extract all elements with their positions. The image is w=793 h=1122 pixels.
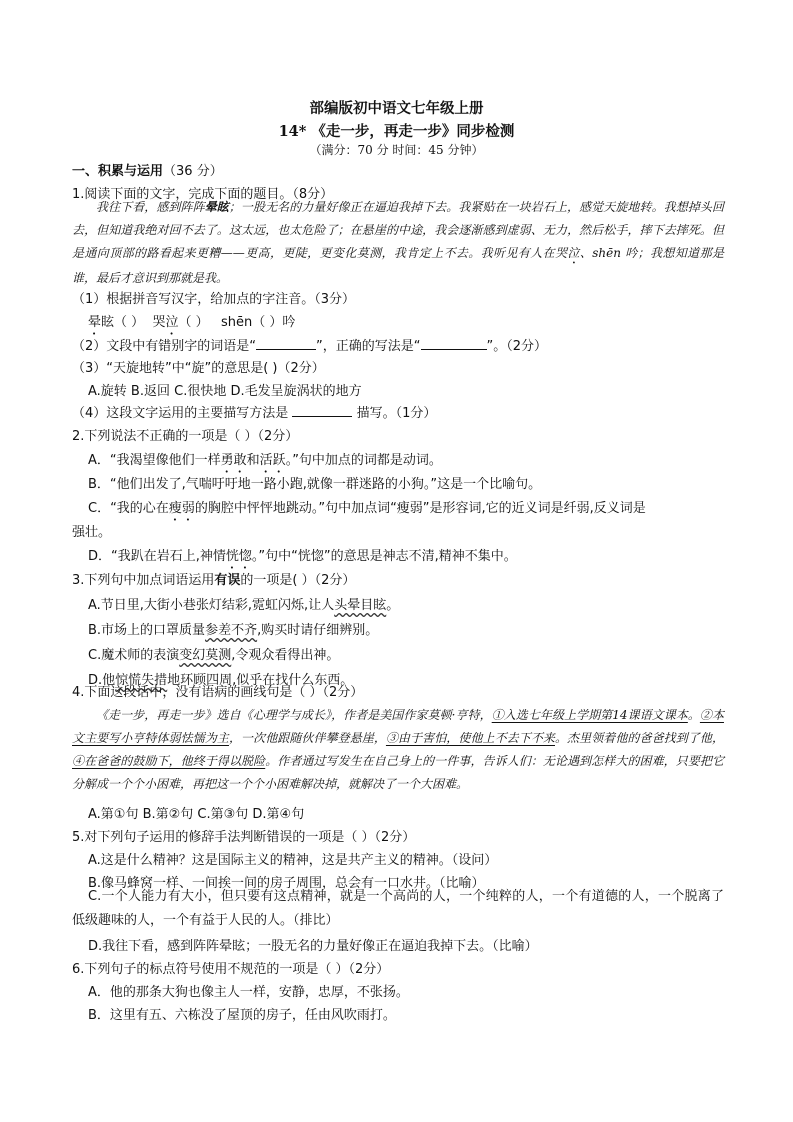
dotted-char: 泣 bbox=[165, 315, 179, 330]
option-text: 。 bbox=[386, 598, 400, 613]
q1-passage-part: 、shēn 吟；我想知道那是谁，最后才意识到那就是我。 bbox=[72, 246, 724, 285]
wavy-word: 变幻莫测 bbox=[179, 648, 232, 663]
wavy-word: 头晕目眩 bbox=[334, 598, 387, 613]
option-text: C.魔术师的表演 bbox=[88, 648, 180, 663]
q1-sub1-word1 bbox=[88, 315, 114, 330]
doc-meta: （满分：70 分 时间：45 分钟） bbox=[309, 143, 484, 157]
q3-stem-bold: 有误 bbox=[214, 573, 241, 588]
q1-sub4-text: 描写。（1分） bbox=[356, 406, 437, 421]
q1-sub2-text: （2）文段中有错别字的词语是“ bbox=[72, 339, 257, 354]
q6-option-a[interactable]: A．他的那条大狗也像主人一样，安静，忠厚，不张扬。 bbox=[88, 985, 409, 1000]
q3-stem-text: 的一项是( ）（2分） bbox=[240, 573, 356, 588]
q1-sub3-options[interactable]: A.旋转 B.返回 C.很快地 D.毛发呈旋涡状的地方 bbox=[88, 384, 362, 399]
doc-subtitle: 14* 《走一步，再走一步》同步检测 bbox=[278, 123, 515, 140]
underlined-sentence-4[interactable]: ④在爸爸的鼓励下，他终于得以脱险 bbox=[72, 754, 266, 768]
q3-stem bbox=[72, 569, 355, 588]
q2-option-c-cont: 强壮。 bbox=[72, 525, 112, 540]
option-text: B.市场上的口罩质量 bbox=[88, 623, 206, 638]
dotted-word: 活跃 bbox=[259, 453, 286, 468]
option-text: D.他 bbox=[88, 673, 116, 688]
option-text: 的胸腔中怦怦地跳动。”句中加点词“瘦弱”是形容词,它的近义词是纤弱,反义词是 bbox=[194, 501, 646, 516]
answer-blank[interactable]: （ ） bbox=[114, 315, 145, 330]
q3-option-b[interactable] bbox=[88, 619, 378, 638]
q3-option-c[interactable] bbox=[88, 644, 339, 663]
dotted-word: 恍惚 bbox=[225, 549, 252, 564]
q1-passage-bold: 晕眩 bbox=[204, 200, 229, 214]
dotted-char: 晕 bbox=[88, 315, 102, 330]
q4-options[interactable]: A.第①句 B.第②句 C.第③句 D.第④句 bbox=[88, 807, 305, 822]
q1-sub2-text: ”。（2分） bbox=[486, 339, 548, 354]
q5-stem: 5.对下列句子运用的修辞手法判断错误的一项是（ ）（2分） bbox=[72, 830, 416, 845]
option-text: 。”句中“恍惚”的意思是神志不清,精神不集中。 bbox=[251, 549, 517, 564]
q1-passage-part: 我往下看，感到阵阵 bbox=[96, 200, 205, 214]
option-text: ,购买时请仔细辨别。 bbox=[257, 623, 379, 638]
q1-sub2-text: ”，正确的写法是“ bbox=[316, 339, 421, 354]
q1-passage bbox=[72, 196, 724, 290]
answer-blank[interactable] bbox=[256, 337, 316, 350]
q2-stem: 2.下列说法不正确的一项是（ ）（2分） bbox=[72, 429, 299, 444]
q1-passage-part: ；一股无名的力量好像正在逼迫我掉下去。我紧贴在一块岩石上，感觉天旋地转。我想掉头回去，但知道我绝对回不去了。这太远，也太危险了；在悬崖的中途，我会逐渐感到虚弱、无力，然后松手，摔下去摔死。但是通向顶部的路看起来更糟——更高，更陡，更变化莫测，我肯定上不去。我听见有人在哭 bbox=[72, 200, 724, 260]
answer-blank[interactable] bbox=[292, 404, 352, 417]
doc-title: 部编版初中语文七年级上册 bbox=[309, 100, 484, 117]
plain-char: 哭 bbox=[152, 315, 166, 330]
q2-option-d[interactable] bbox=[88, 545, 517, 572]
q1-sub1-items bbox=[88, 311, 295, 338]
q6-option-b[interactable]: B．这里有五、六栋没了屋顶的房子，任由风吹雨打。 bbox=[88, 1008, 396, 1023]
q1-sub1-word3[interactable]: shēn（ ）吟 bbox=[221, 315, 296, 330]
underlined-sentence-1[interactable]: ①入选七年级上学期第14课语文课本 bbox=[491, 708, 688, 722]
passage-text: 。作者通过写发生在自己身上的一件事，告诉人们：无论遇到怎样大的困难，只要把它分解成一个个小困难，再把这一个个小困难解决掉，就解决了一个大困难。 bbox=[72, 754, 724, 791]
answer-blank[interactable] bbox=[421, 337, 487, 350]
q5-option-d[interactable]: D.我往下看，感到阵阵晕眩；一股无名的力量好像正在逼迫我掉下去。（比喻） bbox=[88, 939, 538, 954]
q1-sub3: （3）“天旋地转”中“旋”的意思是( )（2分） bbox=[72, 361, 325, 376]
q2-option-c[interactable] bbox=[88, 497, 646, 524]
section-score: （36 分） bbox=[163, 164, 223, 179]
passage-text: ，一次他跟随伙伴攀登悬崖， bbox=[228, 731, 386, 745]
option-text: 。”句中加点的词都是动词。 bbox=[285, 453, 442, 468]
q4-passage bbox=[72, 704, 724, 796]
q5-option-b[interactable]: B.像马蜂窝一样、一间挨一间的房子周围，总会有一口水井。（比喻） bbox=[88, 876, 485, 891]
underlined-sentence-2[interactable]: ②本文主要写小亨特体弱怯懦为主 bbox=[72, 708, 724, 745]
q1-sub1-word2 bbox=[152, 315, 178, 330]
wavy-word: 惊慌失措 bbox=[115, 673, 168, 688]
option-text: A.节日里,大街小巷张灯结彩,霓虹闪烁,让人 bbox=[88, 598, 335, 613]
answer-blank[interactable]: （ ） bbox=[178, 315, 209, 330]
q3-option-a[interactable] bbox=[88, 594, 399, 613]
option-text: 和 bbox=[246, 453, 260, 468]
q4-stem: 4.下面这段话中，没有语病的画线句是（ ）（2分） bbox=[72, 685, 364, 700]
option-text: ,令观众看得出神。 bbox=[231, 648, 340, 663]
option-text: A．“我渴望像他们一样 bbox=[88, 453, 221, 468]
q5-option-c[interactable]: C.一个人能力有大小，但只要有这点精神，就是一个高尚的人，一个纯粹的人，一个有道德的人，一个脱离了低级趣味的人，一个有益于人民的人。（排比） bbox=[72, 889, 724, 928]
section-heading bbox=[72, 160, 223, 179]
passage-text: 。杰里领着他的爸爸找到了他， bbox=[554, 731, 724, 745]
section-label: 一、积累与运用 bbox=[72, 164, 164, 179]
option-text: 地环顾四周,似乎在找什么东西。 bbox=[167, 673, 354, 688]
wavy-word: 参差不齐 bbox=[205, 623, 258, 638]
option-text: D．“我趴在岩石上,神情 bbox=[88, 549, 226, 564]
q1-sub4 bbox=[72, 402, 436, 421]
dotted-word: 勇敢 bbox=[220, 453, 247, 468]
passage-text: 。 bbox=[687, 708, 700, 722]
q2-option-b[interactable]: B．“他们出发了,气喘吁吁地一路小跑,就像一群迷路的小狗。”这是一个比喻句。 bbox=[88, 477, 542, 492]
dotted-word: 瘦弱 bbox=[168, 501, 195, 516]
option-text: C．“我的心在 bbox=[88, 501, 169, 516]
q1-sub1: （1）根据拼音写汉字，给加点的字注音。（3分） bbox=[72, 292, 356, 307]
q3-stem-text: 3.下列句中加点词语运用 bbox=[72, 573, 215, 588]
underlined-sentence-3[interactable]: ③由于害怕，使他上不去下不来 bbox=[385, 731, 555, 745]
q1-passage-dotted: 泣 bbox=[567, 246, 580, 260]
plain-char: 眩 bbox=[101, 315, 115, 330]
q2-option-a[interactable] bbox=[88, 449, 442, 476]
q1-sub2 bbox=[72, 335, 547, 354]
q1-stem: 1.阅读下面的文字，完成下面的题目。（8分） bbox=[72, 187, 334, 202]
q6-stem: 6.下列句子的标点符号使用不规范的一项是（ ）（2分） bbox=[72, 962, 390, 977]
q1-sub4-text: （4）这段文字运用的主要描写方法是 bbox=[72, 406, 289, 421]
q5-option-a[interactable]: A.这是什么精神？这是国际主义的精神，这是共产主义的精神。（设问） bbox=[88, 853, 498, 868]
passage-text: 《走一步，再走一步》选自《心理学与成长》，作者是美国作家莫顿·亨特， bbox=[96, 708, 492, 722]
